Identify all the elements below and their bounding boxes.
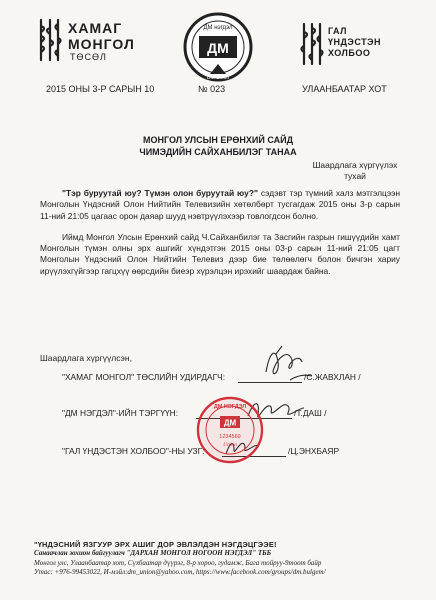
logo-right-line2: ҮНДЭСТЭН [328,37,381,47]
mongol-script-icon [36,18,62,62]
letter-body [40,188,400,287]
logo-left-line2: МОНГОЛ [68,36,135,52]
logo-right-line3: ХОЛБОО [328,48,371,58]
body-paragraph-1 [40,188,400,222]
letter-city: УЛААНБААТАР ХОТ [302,84,387,94]
emblem-bottom-text: DM Union [206,75,230,81]
logo-left-line1: ХАМАГ [68,20,123,36]
letterhead [0,12,436,82]
letter-date: 2015 ОНЫ 3-Р САРЫН 10 [46,84,155,94]
mongol-script-icon [298,22,324,66]
signatory-name: /С.ЖАВХЛАН / [304,372,361,382]
signatory-org: "ХАМАГ МОНГОЛ" ТӨСЛИЙН УДИРДАГЧ: [62,372,226,382]
emblem-mark: ДМ [207,40,229,56]
footer-contacts: Утас: +976-99453022, И-мэйл:dm_union@yahoo.com, https://www.facebook.com/groups/dm.bulgem/ [34,568,326,577]
subject-line1: Шаардлага хүргүүлэх [312,160,398,170]
body-paragraph-2: Иймд Монгол Улсын Ерөнхий сайд Ч.Сайханбилэг та Засгийн газрын гишүүдийн хамт Монголын түмэн олны эрх ашгийг хүндэтгэн 2015 оны 03-р сарын 11-ний 21:05 цагт Монголын Үндэсний Олон Нийтийн Телевиз дээр бие төлөөлөгч болон бичгэн хариу ирүүлэхгүйгээр гагцхүү өөрсдийн биеэр хүрэлцэн ирэхийг шаардаж байна. [40,231,400,276]
signature-row [0,372,436,386]
addressee-line2: ЧИМЭДИЙН САЙХАНБИЛЭГ ТАНАА [139,147,297,157]
stamp-line2: Union [223,442,237,448]
signatory-name: /Ц.ЭНХБАЯР [288,446,340,456]
dm-union-stamp [196,396,264,464]
footer-address: Монгол улс, Улаанбаатар хот, Сүхбаатар дүүрэг, 8-р хороо, гудамж, Бага тойруу-9тоот байр [34,558,322,567]
subject-line2: тухай [344,171,366,181]
footer-organizer: Санаачлан зохион байгуулагч "ДАРХАН МОНГОЛ НОГООН НЭГДЭЛ" ТББ [34,549,272,558]
logo-left-line3: ТӨСӨЛ [70,52,107,62]
letter-number: № 023 [198,84,226,94]
signatory-org: "ГАЛ ҮНДЭСТЭН ХОЛБОО"-НЫ УЗГ: [62,446,205,456]
letter-footer [34,540,414,578]
quoted-title: "Тэр буруутай юу? Түмэн олон буруутай юу?" [62,188,258,198]
handwritten-signature [256,342,320,388]
dm-union-emblem [182,12,254,82]
stamp-outer-text: ДМ НЭГДЭЛ [213,404,247,410]
stamp-line1: 1234569 [219,434,241,440]
body-p1-text: сэдэвт тэр түмний халз мэтгэлцээн Монголын Үндэсний Олон Нийтийн Телевизийн хөтөлбөрт тусгагдаж 2015 оны 3-р сарын 11-ний 21:05 цагаас орон даяар шууд нэвтрүүлэхээр товлогдсон болно. [40,188,400,221]
stamp-mark: ДМ [223,418,237,428]
sent-by-label: Шаардлага хүргүүлсэн, [40,353,132,363]
logo-right-line1: ГАЛ [328,26,347,36]
signatory-org: "ДМ НЭГДЭЛ"-ИЙН ТЭРГҮҮН: [62,408,179,418]
footer-slogan: "ҮНДЭСНИЙ ЯЗГУУР ЭРХ АШИГ ДОР ЭВЛЭЛДЭН НЭГДЭЦГЭЭЕ! [34,540,277,549]
addressee-line1: МОНГОЛ УЛСЫН ЕРӨНХИЙ САЙД [142,135,294,145]
subject [300,160,410,182]
signatory-name: /Т.ДАШ / [294,408,327,418]
gal-undesten-logo [298,22,408,66]
addressee [0,134,436,158]
emblem-top-text: ДМ нэгдэл [203,25,233,31]
letter-meta [0,84,436,98]
hamag-mongol-logo [36,18,176,62]
